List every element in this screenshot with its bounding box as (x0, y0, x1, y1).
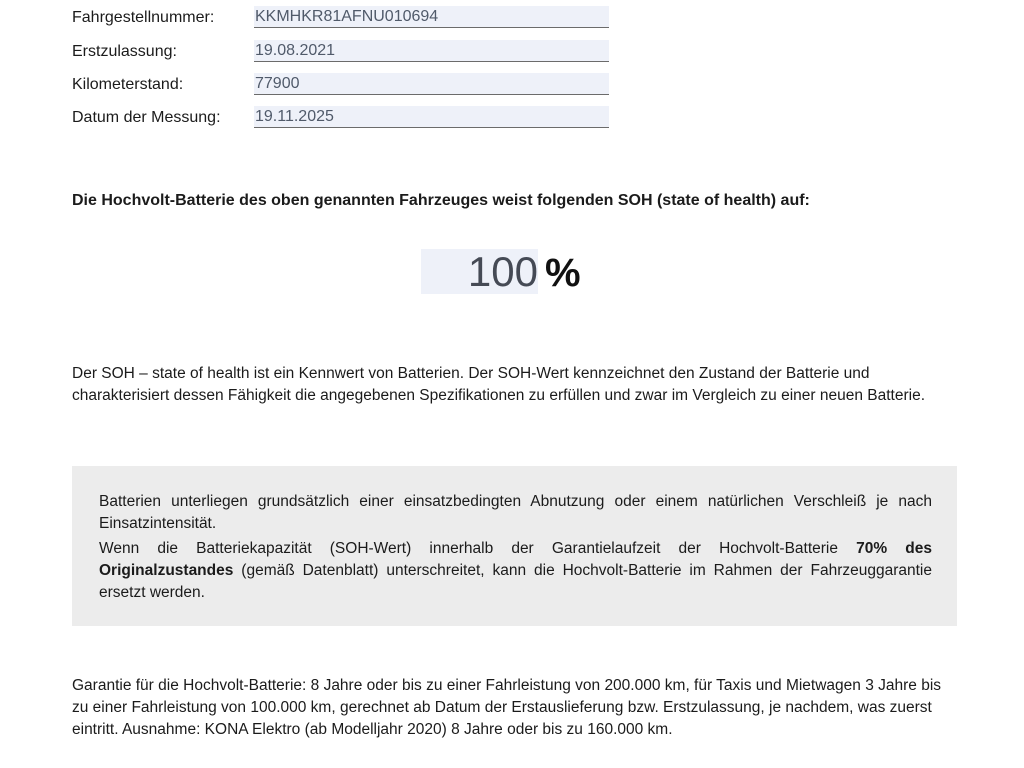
mileage-label: Kilometerstand: (72, 76, 184, 93)
soh-value-field[interactable] (421, 249, 538, 294)
mileage-field[interactable]: 77900 (254, 73, 609, 95)
soh-heading: Die Hochvolt-Batterie des oben genannten Fahrzeuges weist folgenden SOH (state of health) auf: (72, 192, 810, 209)
first-registration-field[interactable]: 19.08.2021 (254, 40, 609, 62)
measurement-date-field[interactable]: 19.11.2025 (254, 106, 609, 128)
threshold-text-start: Wenn die Batteriekapazität (SOH-Wert) innerhalb der Garantielaufzeit der Hochvolt-Batterie (99, 540, 857, 557)
first-registration-row (72, 40, 612, 66)
soh-value: 100 (467, 248, 538, 295)
measurement-date-label: Datum der Messung: (72, 109, 221, 126)
info-box (72, 466, 957, 626)
measurement-date-row (72, 106, 612, 132)
threshold-text-end: (gemäß Datenblatt) unterschreitet, kann die Hochvolt-Batterie im Rahmen der Fahrzeuggarantie ersetzt werden. (99, 562, 932, 601)
mileage-row (72, 73, 612, 99)
threshold-value: 70% des Originalzustandes (99, 540, 932, 579)
soh-explanation: Der SOH – state of health ist ein Kennwert von Batterien. Der SOH-Wert kennzeichnet den Zustand der Batterie und charakterisiert dessen Fähigkeit die angegebenen Spezifikationen zu erfüllen und zwar im Vergleich zu einer neuen Batterie. (72, 365, 926, 404)
chassis-number-row (72, 6, 612, 32)
warranty-text: Garantie für die Hochvolt-Batterie: 8 Jahre oder bis zu einer Fahrleistung von 200.000 km, für Taxis und Mietwagen 3 Jahre bis zu einer Fahrleistung von 100.000 km, gerechnet ab Datum der Erstauslieferung bzw. Erstzulassung, je nachdem, was zuerst eintritt. Ausnahme: KONA Elektro (ab Modelljahr 2020) 8 Jahre oder bis zu 160.000 km. (72, 677, 942, 738)
first-registration-label: Erstzulassung: (72, 43, 177, 60)
soh-unit: % (545, 251, 581, 295)
chassis-number-label: Fahrgestellnummer: (72, 9, 215, 26)
info-box-paragraph-warranty-threshold (99, 538, 932, 604)
chassis-number-field[interactable]: KKMHKR81AFNU010694 (254, 6, 609, 28)
info-box-paragraph-wear: Batterien unterliegen grundsätzlich einer einsatzbedingten Abnutzung oder einem natürlichen Verschleiß je nach Einsatzintensität. (99, 493, 932, 532)
